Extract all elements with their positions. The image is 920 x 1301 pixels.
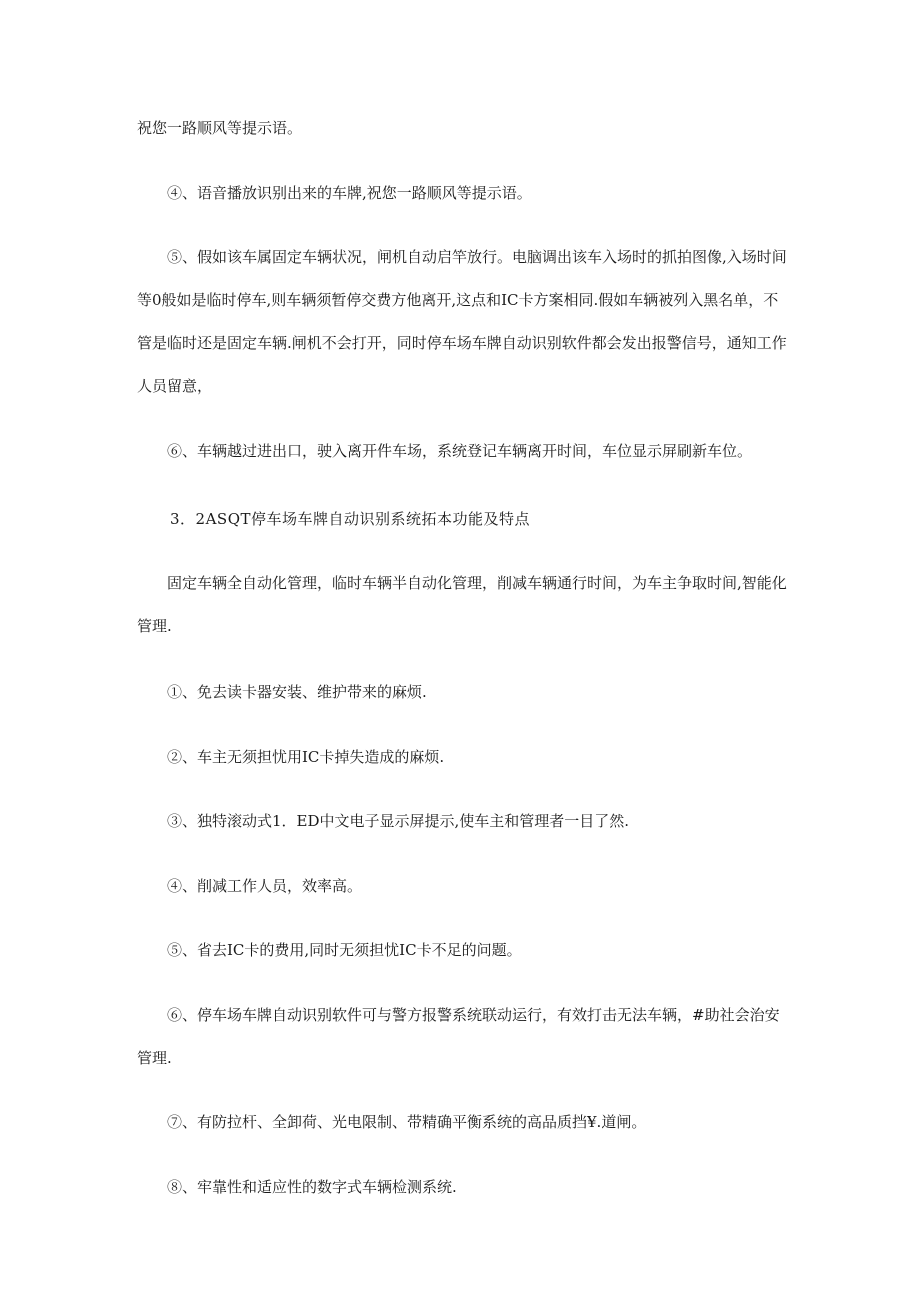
paragraph-8: ③、独特滚动式1．ED中文电子显示屏提示,使车主和管理者一目了然. xyxy=(167,812,630,830)
paragraph-3: ⑤、假如该车属固定车辆状况，闸机自动启竿放行。电脑调出该车入场时的抓拍图像,入场时间等0般如是临时停车,则车辆须暂停交费方他离开,这点和IC卡方案相同.假如车辆被列入黑名单，不管是临时还是固定车辆.闸机不会打开，同时停车场车牌自动识别软件都会发出报警信号，通知工作人员留意， xyxy=(137,248,787,395)
paragraph-13: ⑧、牢靠性和适应性的数字式车辆检测系统. xyxy=(167,1178,457,1196)
paragraph-6: ①、免去读卡器安装、维护带来的麻烦. xyxy=(167,683,427,701)
paragraph-4: ⑥、车辆越过进出口，驶入离开件车场，系统登记车辆离开时间，车位显示屏刷新车位。 xyxy=(167,442,753,460)
paragraph-12: ⑦、有防拉杆、全卸荷、光电限制、带精确平衡系统的高品质挡¥.道闸。 xyxy=(167,1113,647,1131)
paragraph-11: ⑥、停车场车牌自动识别软件可与警方报警系统联动运行，有效打击无法车辆，#助社会治安管理. xyxy=(137,1006,780,1067)
paragraph-10: ⑤、省去IC卡的费用,同时无须担忧IC卡不足的问题。 xyxy=(167,941,522,959)
paragraph-7: ②、车主无须担忧用IC卡掉失造成的麻烦. xyxy=(167,748,445,766)
paragraph-5: 固定车辆全自动化管理，临时车辆半自动化管理，削减车辆通行时间，为车主争取时间,智能化管理. xyxy=(137,574,787,635)
paragraph-1: 祝您一路顺风等提示语。 xyxy=(137,119,303,137)
paragraph-9: ④、削减工作人员，效率高。 xyxy=(167,877,363,895)
paragraph-2: ④、语音播放识别出来的车牌,祝您一路顺风等提示语。 xyxy=(167,184,532,202)
section-heading: 3．2ASQT停车场车牌自动识别系统拓本功能及特点 xyxy=(170,510,530,528)
